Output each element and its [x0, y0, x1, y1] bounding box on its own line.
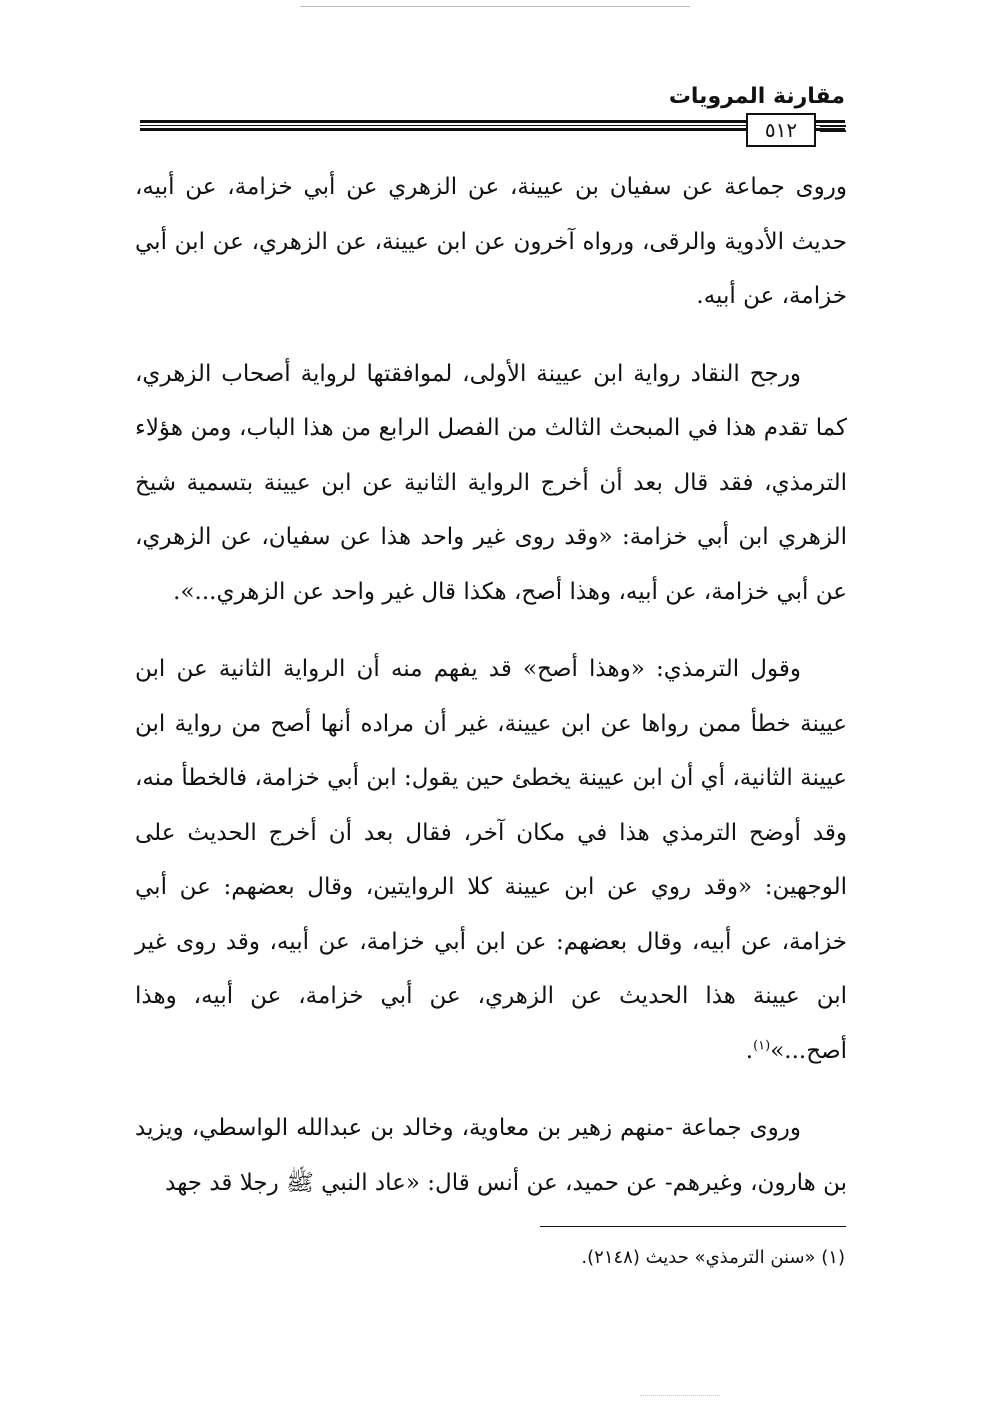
footnote-reference[interactable]: (١)	[753, 1037, 771, 1053]
paragraph-4: وروى جماعة -منهم زهير بن معاوية، وخالد بن عبدالله الواسطي، ويزيد بن هارون، وغيرهم- عن حميد، عن أنس قال: «عاد النبي ﷺ رجلا قد جهد	[135, 1115, 847, 1196]
paragraph-1: وروى جماعة عن سفيان بن عيينة، عن الزهري عن أبي خزامة، عن أبيه، حديث الأدوية والرقى، ورواه آخرون عن ابن عيينة، عن الزهري، عن ابن أبي خزامة، عن أبيه.	[135, 174, 847, 309]
footnote-separator	[540, 1226, 846, 1227]
header-rule-stub	[820, 125, 846, 135]
running-header-title: مقارنة المرويات	[668, 84, 845, 109]
top-rule	[300, 6, 690, 7]
paragraph-3: وقول الترمذي: «وهذا أصح» قد يفهم منه أن الرواية الثانية عن ابن عيينة خطأ ممن رواها عن ابن عيينة، غير أن مراده أنها أصح من رواية ابن عيينة الثانية، أي أن ابن عيينة يخطئ حين يقول: ابن أبي خزامة، فالخطأ منه، وقد أوضح الترمذي هذا في مكان آخر، فقال بعد أن أخرج الحديث على الوجهين: «وقد روي عن ابن عيينة كلا الروايتين، وقال بعضهم: عن أبي خزامة، عن أبيه، وقال بعضهم: عن ابن أبي خزامة، عن أبيه، وقد روى غير ابن عيينة هذا الحديث عن الزهري، عن أبي خزامة، عن أبيه، وهذا أصح...»$^{(١)}$.	[135, 656, 847, 1064]
body-text	[135, 160, 847, 1233]
bottom-scan-mark	[640, 1395, 720, 1396]
paragraph-3-text: وقول الترمذي: «وهذا أصح» قد يفهم منه أن الرواية الثانية عن ابن عيينة خطأ ممن رواها عن ابن عيينة، غير أن مراده أنها أصح من رواية ابن عيينة الثانية، أي أن ابن عيينة يخطئ حين يقول: ابن أبي خزامة، فالخطأ منه، وقد أوضح الترمذي هذا في مكان آخر، فقال بعد أن أخرج الحديث على الوجهين: «وقد روي عن ابن عيينة كلا الروايتين، وقال بعضهم: عن أبي خزامة، عن أبيه، وقال بعضهم: عن ابن أبي خزامة، عن أبيه، وقد روى غير ابن عيينة هذا الحديث عن الزهري، عن أبي خزامة، عن أبيه، وهذا أصح...»	[135, 656, 847, 1064]
paragraph-2: ورجح النقاد رواية ابن عيينة الأولى، لموافقتها لرواية أصحاب الزهري، كما تقدم هذا في المبحث الثالث من الفصل الرابع من هذا الباب، ومن هؤلاء الترمذي، فقد قال بعد أن أخرج الرواية الثانية عن ابن عيينة بتسمية شيخ الزهري ابن أبي خزامة: «وقد روى غير واحد هذا عن سفيان، عن الزهري، عن أبي خزامة، عن أبيه، وهذا أصح، هكذا قال غير واحد عن الزهري...».	[135, 360, 847, 605]
footnote: (١) «سنن الترمذي» حديث (٢١٤٨).	[581, 1247, 845, 1268]
header-rules	[140, 120, 845, 131]
page-number: ٥١٢	[746, 113, 816, 147]
